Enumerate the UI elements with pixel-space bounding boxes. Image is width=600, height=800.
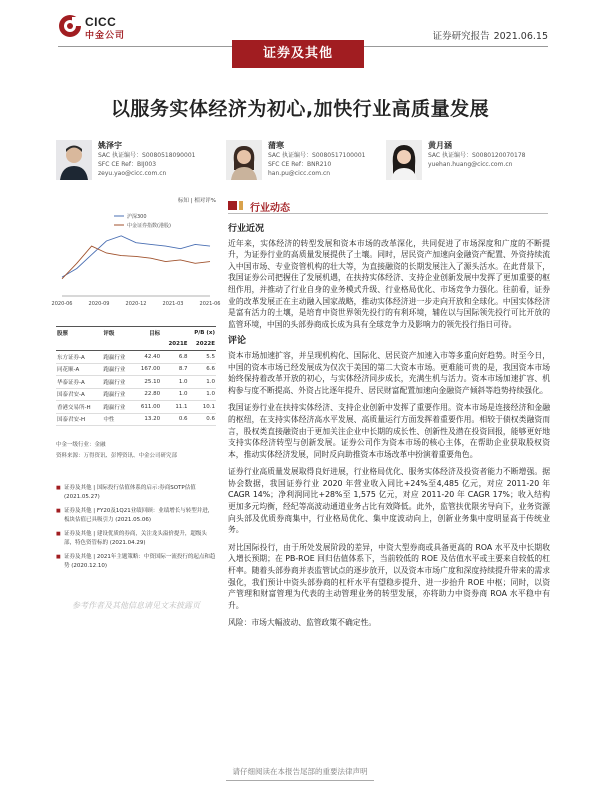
cicc-logo-icon bbox=[58, 14, 82, 38]
table-header: 2022E bbox=[189, 339, 216, 351]
analyst-email[interactable]: han.pu@cicc.com.cn bbox=[268, 170, 331, 177]
section-marker-icon bbox=[228, 201, 237, 210]
table-row bbox=[56, 413, 216, 426]
table-cell: 11.1 bbox=[161, 401, 188, 414]
table-cell: 13.20 bbox=[134, 413, 162, 426]
note-line: 资料来源：万得资讯、彭博资讯、中金公司研究部 bbox=[56, 453, 178, 459]
table-cell: 跑赢行业 bbox=[102, 401, 133, 414]
x-tick-label: 2021-06 bbox=[199, 301, 221, 307]
section-header bbox=[228, 198, 548, 214]
analyst-email[interactable]: zeyu.yao@cicc.com.cn bbox=[98, 170, 167, 177]
table-cell: 跑赢行业 bbox=[102, 363, 133, 376]
table-header: 目标 bbox=[134, 327, 162, 339]
table-cell: 国泰君安-A bbox=[56, 388, 102, 401]
analyst-sfc: SFC CE Ref：BIJ003 bbox=[98, 161, 157, 168]
x-tick-label: 2020-09 bbox=[88, 301, 110, 307]
table-cell: 跑赢行业 bbox=[102, 351, 133, 364]
table-notes bbox=[56, 440, 216, 462]
table-row bbox=[56, 388, 216, 401]
related-report-link[interactable]: ■ 证券及其他 | 2021年主题策略：中资国际一流投行的起点和趋势 (2020.12.10) bbox=[56, 553, 216, 571]
logo-text-cn: 中金公司 bbox=[85, 31, 126, 41]
table-cell: 22.80 bbox=[134, 388, 162, 401]
table-cell: 1.0 bbox=[161, 376, 188, 389]
analyst-name: 蒲寒 bbox=[268, 141, 284, 150]
paragraph: 资本市场加速扩容，并呈现机构化、国际化、居民资产加速入市等多重向好趋势。时至今日，中国的资本市场已经发展成为仅次于美国的第二大资本市场。更难能可贵的是，我国资本市场始终保持着改革开放的初心，与实体经济同步成长，充满生机与活力。资本市场加速扩容、机构参与度不断提高、外资占比逐年提升、居民财富配置加速向金融资产倾斜等趋势持续强化。 bbox=[228, 350, 550, 395]
report-type: 证券研究报告 bbox=[432, 31, 490, 42]
footer-divider bbox=[226, 780, 374, 781]
table-cell: 10.1 bbox=[189, 401, 216, 414]
analyst-email[interactable]: yuehan.huang@cicc.com.cn bbox=[428, 161, 513, 168]
analyst-card bbox=[386, 140, 556, 184]
table-cell: 中性 bbox=[102, 413, 133, 426]
table-cell: 同花顺-A bbox=[56, 363, 102, 376]
table-cell: 167.00 bbox=[134, 363, 162, 376]
legend-label: 沪深300 bbox=[127, 214, 147, 220]
table-row bbox=[56, 401, 216, 414]
chart-header: 标知 | 相对评% bbox=[177, 198, 216, 204]
related-report-link[interactable]: ■ 证券及其他 | FY20及1Q21业绩回顾：业绩增长与转型并进，板块估值已具吸引力 (2021.05.06) bbox=[56, 507, 216, 525]
table-header: P/B (x) bbox=[161, 327, 216, 339]
page-title: 以服务实体经济为初心,加快行业高质量发展 bbox=[110, 98, 490, 120]
table-cell: 0.6 bbox=[189, 413, 216, 426]
disclosure-note: 参考作者及其他信息请见文末披露页 bbox=[72, 601, 200, 610]
valuation-table bbox=[56, 326, 216, 426]
logo-text-en: CICC bbox=[85, 15, 117, 29]
table-cell: 5.5 bbox=[189, 351, 216, 364]
table-cell: 25.10 bbox=[134, 376, 162, 389]
analyst-card bbox=[56, 140, 226, 184]
risk-paragraph: 风险：市场大幅波动、监管政策不确定性。 bbox=[228, 618, 377, 628]
related-reports bbox=[56, 484, 216, 576]
report-meta bbox=[433, 28, 548, 42]
section-tag: 证券及其他 bbox=[232, 40, 364, 68]
x-tick-label: 2021-03 bbox=[162, 301, 184, 307]
table-cell: 611.00 bbox=[134, 401, 162, 414]
table-cell: 42.40 bbox=[134, 351, 162, 364]
analyst-sac: SAC 执证编号：S0080517100001 bbox=[268, 152, 366, 159]
analyst-sac: SAC 执证编号：S0080120070178 bbox=[428, 152, 526, 159]
section-marker-icon bbox=[239, 201, 243, 210]
table-header: 评级 bbox=[102, 327, 133, 339]
analyst-sfc: SFC CE Ref：BNR210 bbox=[268, 161, 332, 168]
analyst-name: 黄月涵 bbox=[428, 141, 452, 150]
table-row bbox=[56, 363, 216, 376]
chart-canvas bbox=[51, 200, 221, 310]
note-line: 中金一级行业：金融 bbox=[56, 442, 106, 448]
legend-label: 中金证券指数(港股) bbox=[127, 223, 171, 229]
table-cell: 国泰君安-H bbox=[56, 413, 102, 426]
table-cell: 6.6 bbox=[189, 363, 216, 376]
analyst-sac: SAC 执证编号：S0080518090001 bbox=[98, 152, 196, 159]
x-tick-label: 2020-12 bbox=[125, 301, 147, 307]
report-body bbox=[228, 222, 550, 635]
paragraph: 对比国际投行，由于所处发展阶段的差异，中资大型券商或具备更高的 ROA 水平及中长期收入增长预期；在 PB-ROE 回归估值体系下，当前较低的 ROE 及估值水平或主要来自较低的杠杆率。随着头部券商并表监管试点的逐步放开，以及资本市场广度和深度持续提升带来的需求强化，我们预计中资头部券商的杠杆水平有望稳步提升、进一步抬升 ROE 中枢；同时，以资产管理和财富管理为代表的主动管理业务的转型发展，亦将助力中资券商 ROA 水平稳中有升。 bbox=[228, 542, 550, 610]
analyst-photo-icon bbox=[226, 140, 262, 180]
table-row bbox=[56, 351, 216, 364]
analyst-photo-icon bbox=[56, 140, 92, 180]
analyst-name: 姚泽宇 bbox=[98, 141, 122, 150]
report-date: 2021.06.15 bbox=[493, 31, 548, 42]
subheading: 行业近况 bbox=[228, 224, 265, 234]
cicc-logo bbox=[58, 14, 138, 42]
table-cell: 6.8 bbox=[161, 351, 188, 364]
table-header: 股票 bbox=[56, 327, 102, 339]
table-cell: 跑赢行业 bbox=[102, 388, 133, 401]
table-cell: 1.0 bbox=[189, 376, 216, 389]
table-cell: 0.6 bbox=[161, 413, 188, 426]
analyst-card bbox=[226, 140, 396, 184]
table-cell: 跑赢行业 bbox=[102, 376, 133, 389]
series-line bbox=[62, 246, 210, 279]
related-report-link[interactable]: ■ 证券及其他 | 国际投行估值体系的启示:券商SOTP估值 (2021.05.27) bbox=[56, 484, 216, 502]
paragraph: 我国证券行业在扶持实体经济、支持企业创新中发挥了重要作用。资本市场是连接经济和金融的枢纽，在支持实体经济高水平发展、高质量运行方面发挥着重要作用。相较于债权类融资而言，股权类直接融资由于更加关注企业中长期的成长性、创新性及潜在投资回报，能够更好地支持实体经济转型与创新发展。证券公司作为资本市场的核心主体，在帮助企业获取股权资本，推动实体经济发展，同时反向助推资本市场改革中扮演着重要角色。 bbox=[228, 403, 550, 459]
related-report-link[interactable]: ■ 证券及其他 | 建设优质的券商，关注龙头溢价提升，超级头部，特色资管标的 (2021.04.29) bbox=[56, 530, 216, 548]
table-cell: 香港交易所-H bbox=[56, 401, 102, 414]
section-title: 行业动态 bbox=[250, 203, 290, 214]
table-header: 2021E bbox=[161, 339, 188, 351]
x-tick-label: 2020-06 bbox=[51, 301, 73, 307]
analyst-photo-icon bbox=[386, 140, 422, 180]
paragraph: 近年来，实体经济的转型发展和资本市场的改革深化，共同促进了市场深度和广度的不断提升，为证券行业的高质量发展提供了土壤。同时，居民资产加速向金融资产配置、外资持续流入中国市场、专业资管机构的壮大等，为直接融资的长期发展注入了源头活水。在此背景下，我国证券公司把握住了发展机遇，在扶持实体经济、支持企业创新发展中发挥了更加重要的枢纽作用，并推动了行业自身的业务模式升级、行业格局优化、市场竞争力强化。往前看，证券业的改革发展正在主动融入国家战略，推动实体经济进一步走向开放和全球化。中国实体经济是富有活力的土壤，是培育中资世界领先投行的有利环境，辅佐以与国际领先投行可比开放的监管环境，中国的头部券商成长成为具有全球竞争力及影响力的领先投行指日可待。 bbox=[228, 238, 550, 329]
paragraph: 证券行业高质量发展取得良好进展，行业格局优化、服务实体经济及投资者能力不断增强。据协会数据，我国证券行业 2020 年营业收入同比+24%至4,485 亿元，对应 2011-20 年 CAGR 14%；净利润同比+28%至 1,575 亿元，对应 2011-20 年 CAGR 17%；收入结构更加多元均衡，经纪等高波动通道业务占比有效降低。此外，监管扶优限劣导向下，业务资源向头部及优质券商集中，行业格局优化、集中度波动向上，创新业务集中度明显高于传统业务。 bbox=[228, 467, 550, 535]
table-cell: 华泰证券-A bbox=[56, 376, 102, 389]
table-cell: 8.7 bbox=[161, 363, 188, 376]
performance-chart bbox=[51, 198, 221, 310]
subheading: 评论 bbox=[228, 336, 247, 347]
table-row bbox=[56, 376, 216, 389]
footer-note: 请仔细阅读在本报告尾部的重要法律声明 bbox=[232, 767, 368, 776]
table-cell: 东方证券-A bbox=[56, 351, 102, 364]
table-cell: 1.0 bbox=[161, 388, 188, 401]
table-cell: 1.0 bbox=[189, 388, 216, 401]
